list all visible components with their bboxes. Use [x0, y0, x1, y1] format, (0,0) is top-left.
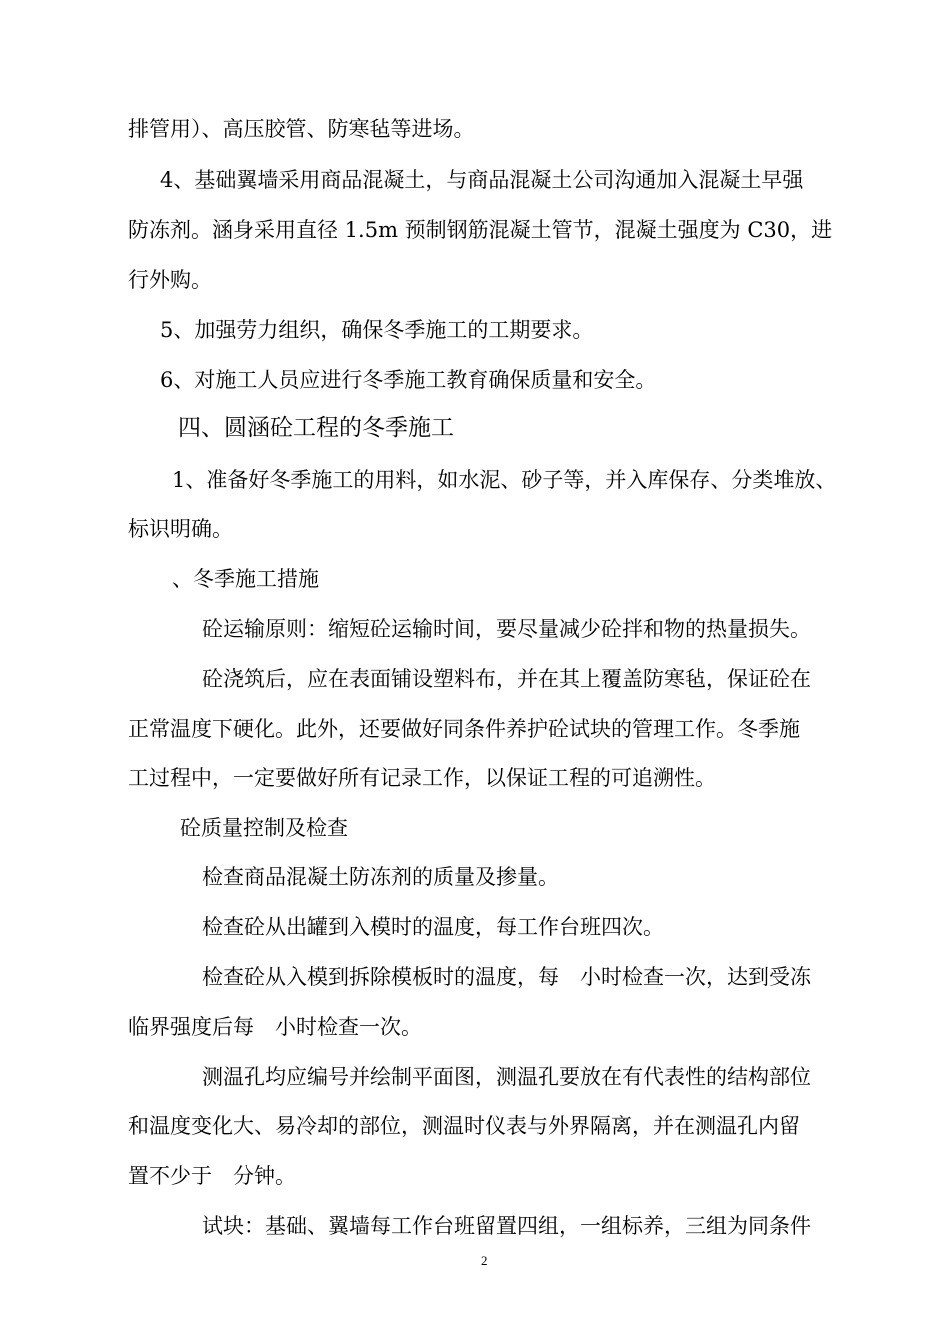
text-line: 置不少于 分钟。 — [128, 1164, 296, 1188]
text-line: 临界强度后每 小时检查一次。 — [128, 1015, 422, 1039]
text-line: 砼质量控制及检查 — [180, 816, 348, 840]
text-line: 4、基础翼墙采用商品混凝土，与商品混凝土公司沟通加入混凝土早强 — [160, 168, 804, 192]
section-heading: 四、圆涵砼工程的冬季施工 — [178, 415, 454, 441]
text-line: 5、加强劳力组织，确保冬季施工的工期要求。 — [160, 318, 594, 342]
text-line: 6、对施工人员应进行冬季施工教育确保质量和安全。 — [160, 368, 657, 392]
page-number: 2 — [481, 1253, 488, 1268]
text-line: 行外购。 — [128, 268, 212, 292]
text-line: 砼运输原则：缩短砼运输时间，要尽量减少砼拌和物的热量损失。 — [202, 617, 811, 641]
text-line: 测温孔均应编号并绘制平面图，测温孔要放在有代表性的结构部位 — [202, 1065, 811, 1089]
text-line: 检查砼从出罐到入模时的温度，每工作台班四次。 — [202, 915, 664, 939]
text-line: 1、准备好冬季施工的用料，如水泥、砂子等，并入库保存、分类堆放、 — [172, 468, 837, 492]
text-line: 工过程中，一定要做好所有记录工作，以保证工程的可追溯性。 — [128, 766, 716, 790]
text-line: 排管用）、高压胶管、防寒毡等进场。 — [128, 117, 475, 141]
text-line: 砼浇筑后，应在表面铺设塑料布，并在其上覆盖防寒毡，保证砼在 — [202, 667, 811, 691]
text-line: 检查砼从入模到拆除模板时的温度，每 小时检查一次，达到受冻 — [202, 965, 811, 989]
text-line: 试块：基础、翼墙每工作台班留置四组，一组标养，三组为同条件 — [202, 1214, 811, 1238]
text-line: 、冬季施工措施 — [172, 567, 319, 591]
text-line: 正常温度下硬化。此外，还要做好同条件养护砼试块的管理工作。冬季施 — [128, 717, 800, 741]
text-line: 检查商品混凝土防冻剂的质量及掺量。 — [202, 865, 559, 889]
text-line: 和温度变化大、易冷却的部位，测温时仪表与外界隔离，并在测温孔内留 — [128, 1114, 800, 1138]
text-line: 防冻剂。涵身采用直径 1.5m 预制钢筋混凝土管节，混凝土强度为 C30，进 — [128, 218, 833, 242]
text-line: 标识明确。 — [128, 517, 233, 541]
